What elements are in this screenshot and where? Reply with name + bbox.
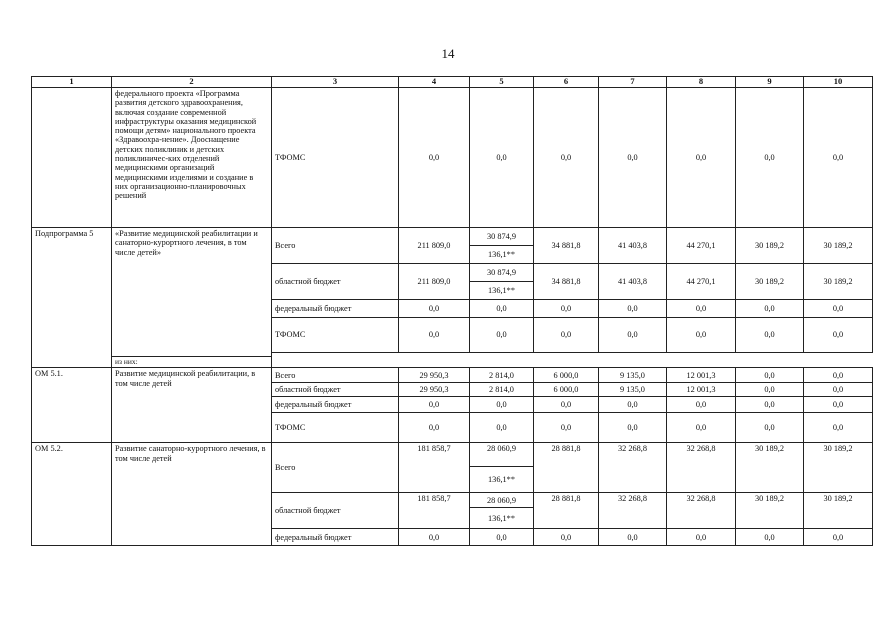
source-label: Всего (272, 368, 399, 383)
value-cell: 0,0 (804, 318, 873, 353)
source-label: областной бюджет (272, 493, 399, 529)
header-row (32, 77, 873, 88)
of-them-label: из них: (112, 357, 272, 368)
value-cell: 0,0 (599, 397, 667, 413)
value-cell: 0,0 (736, 368, 804, 383)
value-cell: 12 001,3 (667, 368, 736, 383)
value-cell: 6 000,0 (534, 368, 599, 383)
value-cell: 30 189,2 (804, 493, 873, 529)
value-cell: 30 189,2 (804, 443, 873, 493)
source-label: Всего (272, 443, 399, 493)
value-cell: 44 270,1 (667, 228, 736, 264)
table-row (32, 88, 873, 228)
value-cell: 0,0 (470, 88, 534, 228)
col-header: 9 (736, 77, 804, 88)
value-cell: 0,0 (534, 318, 599, 353)
source-label: областной бюджет (272, 383, 399, 397)
value-cell: 0,0 (736, 413, 804, 443)
value-cell: 0,0 (736, 318, 804, 353)
value-cell: 32 268,8 (667, 443, 736, 493)
value-cell: 0,0 (599, 318, 667, 353)
value-cell: 0,0 (399, 318, 470, 353)
value-cell: 0,0 (804, 368, 873, 383)
value-cell: 181 858,7 (399, 493, 470, 529)
value-cell: 0,0 (667, 318, 736, 353)
value-cell: 0,0 (399, 413, 470, 443)
value-cell: 28 060,9 (470, 493, 534, 508)
source-label: федеральный бюджет (272, 397, 399, 413)
col-header: 2 (112, 77, 272, 88)
value-cell: 29 950,3 (399, 368, 470, 383)
value-cell: 30 189,2 (736, 493, 804, 529)
value-cell: 6 000,0 (534, 383, 599, 397)
value-cell: 0,0 (399, 397, 470, 413)
value-cell: 0,0 (599, 413, 667, 443)
value-cell: 12 001,3 (667, 383, 736, 397)
value-cell: 0,0 (599, 300, 667, 318)
col-header: 8 (667, 77, 736, 88)
note-cell: 136,1** (470, 508, 534, 529)
note-cell: 136,1** (470, 467, 534, 493)
value-cell: 0,0 (599, 529, 667, 546)
code-cell (32, 88, 112, 228)
value-cell: 0,0 (736, 397, 804, 413)
value-cell: 2 814,0 (470, 383, 534, 397)
value-cell: 0,0 (534, 88, 599, 228)
value-cell: 0,0 (736, 529, 804, 546)
subprogram-name: «Развитие медицинской реабилитации и санаторно-курортного лечения, в том числе детей» (112, 228, 272, 357)
value-cell: 30 189,2 (736, 264, 804, 300)
value-cell: 2 814,0 (470, 368, 534, 383)
col-header: 3 (272, 77, 399, 88)
value-cell: 0,0 (804, 397, 873, 413)
value-cell: 28 060,9 (470, 443, 534, 467)
table-row (32, 357, 873, 368)
value-cell: 0,0 (470, 529, 534, 546)
value-cell: 0,0 (667, 413, 736, 443)
subprogram-code: Подпрограмма 5 (32, 228, 112, 368)
page-number: 14 (441, 46, 455, 61)
value-cell: 34 881,8 (534, 264, 599, 300)
measure-name: Развитие медицинской реабилитации, в том числе детей (112, 368, 272, 443)
value-cell: 41 403,8 (599, 264, 667, 300)
value-cell: 0,0 (599, 88, 667, 228)
value-cell: 211 809,0 (399, 264, 470, 300)
col-header: 6 (534, 77, 599, 88)
col-header: 4 (399, 77, 470, 88)
value-cell: 28 881,8 (534, 443, 599, 493)
value-cell: 44 270,1 (667, 264, 736, 300)
value-cell: 0,0 (534, 413, 599, 443)
value-cell: 0,0 (470, 318, 534, 353)
col-header: 1 (32, 77, 112, 88)
value-cell: 41 403,8 (599, 228, 667, 264)
value-cell: 29 950,3 (399, 383, 470, 397)
value-cell: 0,0 (804, 300, 873, 318)
value-cell: 0,0 (736, 300, 804, 318)
value-cell: 30 874,9 (470, 228, 534, 246)
value-cell: 0,0 (534, 529, 599, 546)
table-row (32, 443, 873, 467)
value-cell: 30 189,2 (736, 228, 804, 264)
value-cell: 0,0 (534, 397, 599, 413)
value-cell: 0,0 (667, 300, 736, 318)
col-header: 5 (470, 77, 534, 88)
col-header: 10 (804, 77, 873, 88)
value-cell: 0,0 (470, 413, 534, 443)
value-cell: 0,0 (667, 529, 736, 546)
source-label: областной бюджет (272, 264, 399, 300)
value-cell: 0,0 (399, 529, 470, 546)
measure-name: федерального проекта «Программа развития детского здравоохранения, включая создание современной инфраструктуры оказания медицинской помощи детям» национального проекта «Здравоохра-нение». Дооснащение детских поликлиник и детских поликлиничес-ких отделений медицинскими организаций медицинскими изделиями и создание в них организационно-планировочных решений (112, 88, 272, 228)
value-cell: 30 189,2 (736, 443, 804, 493)
value-cell: 0,0 (399, 88, 470, 228)
measure-code: ОМ 5.1. (32, 368, 112, 443)
value-cell: 0,0 (667, 397, 736, 413)
value-cell: 34 881,8 (534, 228, 599, 264)
value-cell: 0,0 (736, 383, 804, 397)
value-cell: 0,0 (804, 413, 873, 443)
value-cell: 181 858,7 (399, 443, 470, 493)
col-header: 7 (599, 77, 667, 88)
value-cell: 0,0 (736, 88, 804, 228)
table-row (32, 368, 873, 383)
value-cell: 30 189,2 (804, 228, 873, 264)
value-cell: 0,0 (804, 88, 873, 228)
measure-name: Развитие санаторно-курортного лечения, в том числе детей (112, 443, 272, 546)
value-cell: 0,0 (470, 397, 534, 413)
source-label: федеральный бюджет (272, 300, 399, 318)
value-cell: 30 874,9 (470, 264, 534, 282)
value-cell: 0,0 (804, 529, 873, 546)
value-cell: 211 809,0 (399, 228, 470, 264)
value-cell: 28 881,8 (534, 493, 599, 529)
value-cell: 9 135,0 (599, 368, 667, 383)
measure-code: ОМ 5.2. (32, 443, 112, 546)
source-label: ТФОМС (272, 413, 399, 443)
table-row (32, 228, 873, 246)
source-label: ТФОМС (272, 318, 399, 353)
value-cell: 0,0 (667, 88, 736, 228)
value-cell: 32 268,8 (599, 443, 667, 493)
value-cell: 0,0 (399, 300, 470, 318)
source-label: Всего (272, 228, 399, 264)
value-cell: 32 268,8 (667, 493, 736, 529)
source-label: ТФОМС (272, 88, 399, 228)
note-cell: 136,1** (470, 246, 534, 264)
value-cell: 9 135,0 (599, 383, 667, 397)
empty-cell (272, 357, 873, 368)
value-cell: 0,0 (534, 300, 599, 318)
value-cell: 0,0 (804, 383, 873, 397)
note-cell: 136,1** (470, 282, 534, 300)
budget-table (31, 76, 873, 546)
value-cell: 32 268,8 (599, 493, 667, 529)
source-label: федеральный бюджет (272, 529, 399, 546)
value-cell: 30 189,2 (804, 264, 873, 300)
value-cell: 0,0 (470, 300, 534, 318)
